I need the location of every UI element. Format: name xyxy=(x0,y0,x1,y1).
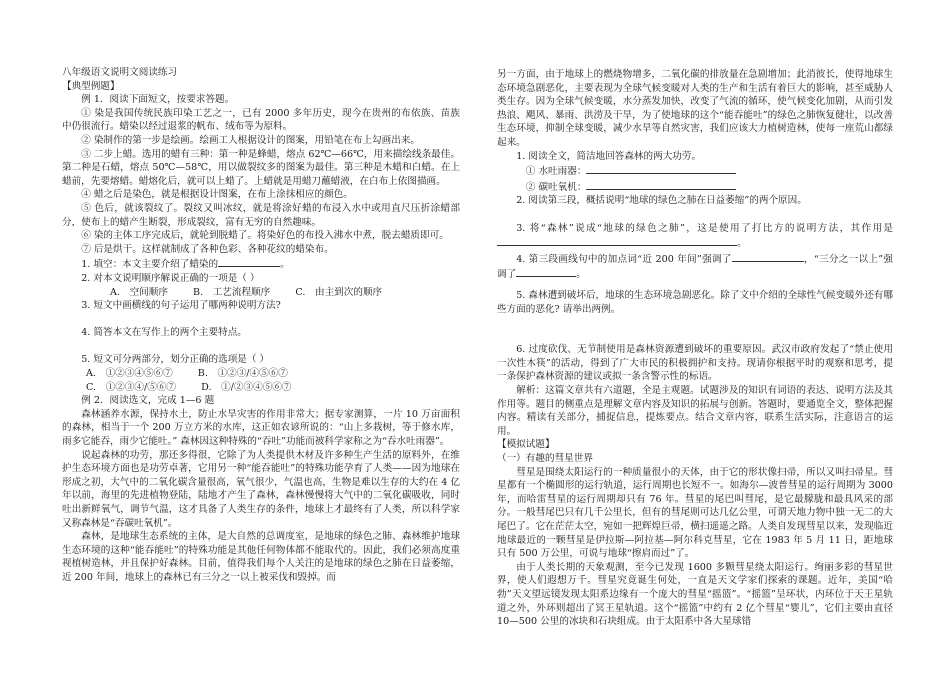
answer-blank[interactable] xyxy=(497,235,737,246)
batik-paragraph-7: ⑦ 后是烘干。这样就制成了各种色彩、各种花纹的蜡染布。 xyxy=(81,243,334,255)
forest-paragraph-3-continued: 另一方面，由于地球上的燃烧物增多，二氧化碳的排放量在急剧增加；此消彼长，使得地球生态环境急剧恶化，主要表现为全球气候变暖对人类的生产和生活有着巨大的影响，甚至威胁人类生存。因为全球气候变暖，水分蒸发加快，改变了气流的循环，使气候变化加剧，从而引发热浪、飓风、暴雨、洪涝及干旱，为了使地球的这个“能吞能吐”的绿色之肺恢复健壮，以改善生态环境，抑制全球变暖，减少水旱等自然灾害，我们应该大力植树造林，使每一座荒山都绿起来。 xyxy=(497,69,893,148)
forest-question-1: 1. 阅读全文，简洁地回答森林的两大功劳。 xyxy=(516,150,702,162)
option-c[interactable]: C. 由主到次的顺序 xyxy=(295,286,383,298)
left-column xyxy=(62,66,460,698)
forest-question-3: 3. 将“森林”说成“地球的绿色之肺”，这是使用了打比方的说明方法，其作用是。 xyxy=(497,222,893,251)
question-5-options-row1 xyxy=(62,367,460,381)
option-c[interactable]: C. ①②③④/⑤⑥⑦ xyxy=(86,381,177,393)
batik-paragraph-1: ① 染是我国传统民族印染工艺之一，已有 2000 多年历史，现今在贵州的布依族、苗族中仍很流行。蜡染以经过退浆的帆布、绒布等为原料。 xyxy=(62,107,460,133)
answer-blank[interactable] xyxy=(218,256,280,267)
comet-paragraph-2: 由于人类长期的天象观测，至今已发现 1600 多颗彗星绕太阳运行。绚丽多彩的彗星世界，使人们遐想万千。彗星究竟诞生何处，一直是天文学家们探索的课题。近年，美国“哈勃”天文望远镜发现太阳系边缘有一个庞大的彗星“摇篮”。“摇篮”呈环状，内环位于天王星轨道之外，外环则超出了冥王星轨道。这个“摇篮”中约有 2 亿个彗星“婴儿”，它们主要由直径 10—500 公里的冰块和石块组成。由于太阳系中各大星球错 xyxy=(497,561,893,628)
question-1: 1. 填空：本文主要介绍了蜡染的 。 xyxy=(62,256,460,272)
forest-question-2: 2. 阅读第三段，概括说明“地球的绿色之肺在日益萎缩”的两个原因。 xyxy=(516,195,807,207)
forest-paragraph-2: 说起森林的功劳，那还多得很，它除了为人类提供木材及许多种生产生活的原料外，在维护生态环境方面也是功劳卓著，它用另一种“能吞能吐”的特殊功能孕育了人类——因为地球在形成之初，大气中的二氧化碳含量很高，氧气很少，气温也高，生物是难以生存的大约在 4 亿年以前，海里的先进植物登陆，陆地才产生了森林，森林慢慢将大气中的二氧化碳吸收，同时吐出新鲜氧气，调节气温，这才具备了人类生存的条件，地球上才最终有了人类，所以科学家又称森林是“吞碳吐氧机”。 xyxy=(62,449,460,529)
option-a[interactable]: A. 空间顺序 xyxy=(110,286,168,298)
forest-paragraph-3: 森林，是地球生态系统的主体，是大自然的总调度室，是地球的绿色之肺、森林维护地球生态环境的这种“能吞能吐”的特殊功能是其他任何物体都不能取代的。因此，我们必须高度重视植树造林，并且保护好森林。目前，值得我们每个人关注的是地球的绿色之肺在日益萎缩，近 200 年间，地球上的森林已有三分之一以上被采伐和毁掉。而 xyxy=(62,531,460,583)
batik-paragraph-2: ② 染制作的第一步是绘画。绘画工人根据设计的图案，用铅笔在布上勾画出来。 xyxy=(81,134,421,146)
question-3: 3. 短文中画横线的句子运用了哪两种说明方法? xyxy=(81,300,281,312)
forest-question-1a: ① 水吐雨器： xyxy=(497,163,893,179)
option-d[interactable]: D. ①/②③④⑤⑥⑦ xyxy=(201,381,292,393)
analysis: 解析：这篇文章共有六道题，全是主观题。试题涉及的知识有词语的表达、说明方法及其作用等。题目的侧重点是理解文章内容及知识的拓展与创新。答题时，要通览全文，整体把握内容。精读有关部分，捕捉信息，提炼要点。结合文章内容，联系生活实际，注意语言的运用。 xyxy=(497,385,893,437)
batik-paragraph-6: ⑥ 染的主体工序完成后，就轮到脱蜡了。将染好色的布投入沸水中煮，脱去蜡质即可。 xyxy=(81,230,449,242)
comet-paragraph-1: 彗星是围绕太阳运行的一种质量很小的天体，由于它的形状像扫帚，所以又叫扫帚星。彗星都有一个椭圆形的运行轨道，运行周期也长短不一。如海尔—波普彗星的运行周期为 3000 年，而哈雷彗星的运行周期却只有 76 年。彗星的尾巴叫彗尾，是它最朦胧和最具风采的部分。一般彗尾巴只有几千公里长，但有的彗尾则可达几亿公里，可谓天地力物中独一无二的大尾巴了。它在茫茫太空，宛如一把辉煌巨帚，横扫遥遥之路。人类自发现彗星以来，发现临近地球最近的一颗彗星是伊拉斯—阿拉基—阿尔科克彗星，它在 1983 年 5 月 11 日，距地球只有 500 万公里，可说与地球“擦肩而过”了。 xyxy=(497,466,893,560)
passage-heading-comets: （一）有趣的彗星世界 xyxy=(497,453,593,465)
question-2: 2. 对本文说明顺序解说正确的一项是（ ） xyxy=(81,272,260,284)
answer-blank[interactable] xyxy=(586,179,736,190)
worksheet-title: 八年级语文说明文阅读练习 xyxy=(62,67,178,78)
right-column xyxy=(497,68,893,698)
section-heading-mock: 【模拟试题】 xyxy=(497,439,555,451)
batik-paragraph-5: ⑤ 色后，就该裂纹了。裂纹又叫冰纹，就是将涂好蜡的布浸入水中或用直尺压折涂蜡部分，使布上的蜡产生断裂，形成裂纹，富有无穷的自然趣味。 xyxy=(62,202,460,228)
question-5-options-row2 xyxy=(62,381,460,395)
forest-paragraph-1: 森林涵养水源，保持水土，防止水旱灾害的作用非常大；据专家测算，一片 10 万亩面积的森林，相当于一个 200 万立方米的水库，这正如农谚所说的：“山上多栽树，等于修水库，雨多它能吞，雨少它能吐。” 森林因这种特殊的“吞吐”功能而被科学家称之为“吞水吐雨器”。 xyxy=(62,408,460,448)
forest-question-6: 6. 过度砍伐、无节制使用是森林资源遭到破坏的重要原因。武汉市政府发起了“禁止使用一次性木筷”的活动，得到了广大市民的积极拥护和支持。现请你根据平时的观察和思考，提一条保护森林资源的建议或拟一条含警示性的标语。 xyxy=(497,344,893,383)
example1-heading: 例 1．阅读下面短文，按要求答题。 xyxy=(81,94,235,106)
question-5: 5. 短文可分两部分，划分正确的选项是（ ） xyxy=(81,354,270,366)
answer-blank[interactable] xyxy=(516,266,576,277)
option-a[interactable]: A. ①②③④⑤⑥⑦ xyxy=(86,368,173,380)
batik-paragraph-3: ③ 二步上蜡。选用的蜡有三种：第一种是蜂蜡，熔点 62℃—66℃，用来描绘线条最佳。第二种是石蜡，熔点 50℃—58℃，用以做裂纹多的图案为最佳。第三种是木蜡和白蜡。在上蜡前，先要熔蜡。蜡熔化后，就可以上蜡了。上蜡就是用蜡刀蘸蜡液，在白布上依图描画。 xyxy=(62,148,460,187)
answer-blank[interactable] xyxy=(732,251,804,262)
example2-heading: 例 2．阅读选文，完成 1—6 题 xyxy=(81,395,215,407)
batik-paragraph-4: ④ 蜡之后是染色，就是根据设计图案，在布上涂抹相应的颜色。 xyxy=(81,189,353,201)
answer-blank[interactable] xyxy=(586,163,736,174)
forest-question-5: 5. 森林遭到破坏后，地球的生态环境急剧恶化。除了文中介绍的全球性气候变暖外还有哪些方面的恶化? 请举出两例。 xyxy=(497,289,893,315)
forest-question-4: 4. 第三段画线句中的加点词“近 200 年间”强调了 ，“三分之一以上”强调了 。 xyxy=(497,251,893,282)
question-2-options xyxy=(62,286,460,300)
option-b[interactable]: B. 工艺流程顺序 xyxy=(193,286,271,298)
forest-question-1b: ② 碳吐氧机： xyxy=(497,179,893,195)
question-4: 4. 简答本文在写作上的两个主要特点。 xyxy=(81,327,247,339)
option-b[interactable]: B. ①②③/④⑤⑥⑦ xyxy=(197,368,288,380)
section-heading-examples: 【典型例题】 xyxy=(62,80,120,92)
